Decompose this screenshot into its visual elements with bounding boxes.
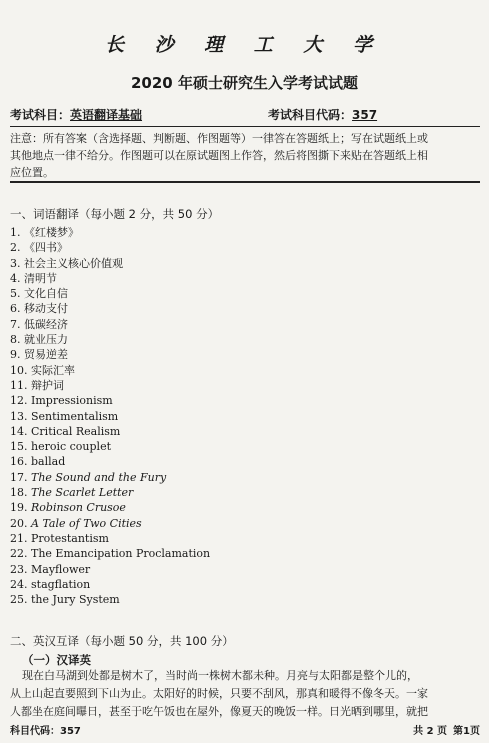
vocab-item-number: 12. [10, 394, 28, 408]
vocab-item-text: Impressionism [31, 394, 113, 408]
vocab-item-number: 18. [10, 486, 28, 500]
passage-line: 人都坐在庭间曝日，甚至于吃午饭也在屋外，像夏天的晚饭一样。日光晒到哪里，就把 [10, 705, 428, 718]
vocab-item [10, 454, 470, 469]
passage-line: 现在白马湖到处都是树木了，当时尚一株树木都未种。月亮与太阳都是整个儿的， [22, 669, 418, 682]
vocab-item-number: 16. [10, 455, 28, 469]
vocab-item-number: 22. [10, 547, 28, 561]
subject-label: 考试科目： [10, 108, 71, 122]
footer-code-value: 357 [60, 726, 81, 737]
vocab-item [10, 516, 470, 531]
vocab-item-number: 14. [10, 424, 28, 438]
notice-line: 注意：所有答案（含选择题、判断题、作图题等）一律答在答题纸上；写在试题纸上或 [10, 132, 428, 145]
vocab-item [10, 301, 470, 316]
vocab-item-text: ballad [31, 455, 66, 469]
vocab-item-number: 25. [10, 593, 28, 607]
vocab-item-number: 6. [10, 302, 21, 316]
vocab-item-text: A Tale of Two Cities [31, 516, 142, 530]
vocab-item-text: 文化自信 [24, 287, 68, 301]
vocab-item [10, 286, 470, 301]
vocab-item [10, 271, 470, 286]
vocab-item-text: 贸易逆差 [24, 348, 68, 362]
exam-title: 2020 年硕士研究生入学考试试题 [131, 74, 358, 92]
footer-page-number: 第1页 [453, 726, 480, 737]
notice-block [10, 130, 476, 181]
vocab-item-number: 10. [10, 363, 28, 377]
vocab-item [10, 317, 470, 332]
subject-code-field [268, 106, 377, 123]
vocab-item-text: Sentimentalism [31, 409, 119, 423]
vocab-item [10, 332, 470, 347]
vocab-item-text: 实际汇率 [31, 363, 75, 377]
vocab-item [10, 439, 470, 454]
vocab-item [10, 363, 470, 378]
subject-code-value: 357 [352, 108, 378, 122]
vocab-item-number: 2. [10, 241, 21, 255]
vocab-item-text: Mayflower [31, 562, 91, 576]
footer-code [10, 722, 81, 737]
header-divider [10, 126, 480, 127]
notice-line: 其他地点一律不给分。作图题可以在原试题图上作答，然后将图撕下来贴在答题纸上相 [10, 149, 428, 162]
vocab-item-text: The Sound and the Fury [31, 470, 167, 484]
vocab-item-number: 17. [10, 470, 28, 484]
vocab-item-number: 20. [10, 516, 28, 530]
vocab-item-text: 清明节 [24, 271, 57, 285]
vocab-item [10, 347, 470, 362]
vocab-item [10, 409, 470, 424]
vocab-item [10, 424, 470, 439]
vocab-item-text: heroic couplet [31, 440, 112, 454]
section2-subheading: （一）汉译英 [22, 653, 91, 667]
subject-code-label: 考试科目代码： [268, 108, 353, 122]
vocab-item [10, 378, 470, 393]
page-footer [10, 722, 480, 738]
vocab-item-text: 就业压力 [24, 333, 68, 347]
vocab-item-number: 23. [10, 562, 28, 576]
vocab-item-number: 8. [10, 333, 21, 347]
vocab-item-text: the Jury System [31, 593, 120, 607]
vocab-item-number: 1. [10, 226, 21, 239]
footer-pages [407, 722, 480, 737]
vocab-item [10, 225, 470, 240]
vocab-item-text: Critical Realism [31, 424, 121, 438]
vocab-item-text: Protestantism [31, 531, 109, 545]
footer-total-pages: 共 2 页 [413, 726, 448, 737]
vocab-item-number: 19. [10, 501, 28, 515]
vocab-item [10, 577, 470, 592]
vocab-item-text: Robinson Crusoe [31, 501, 126, 515]
vocab-item-number: 4. [10, 271, 21, 285]
vocab-item-text: The Emancipation Proclamation [31, 547, 211, 561]
notice-line: 应位置。 [10, 166, 54, 179]
vocab-item-text: 社会主义核心价值观 [24, 256, 123, 270]
vocab-item-text: 低碳经济 [24, 317, 68, 331]
university-name: 长 沙 理 工 大 学 [104, 34, 385, 56]
notice-divider [10, 181, 480, 183]
passage-line: 从上山起直要照到下山为止。太阳好的时候，只要不刮风，那真和暖得不像冬天。一家 [10, 687, 428, 700]
vocab-item-number: 5. [10, 287, 21, 301]
section1-heading: 一、词语翻译（每小题 2 分，共 50 分） [10, 207, 220, 221]
vocab-item-number: 13. [10, 409, 28, 423]
vocab-item-number: 15. [10, 440, 28, 454]
vocab-item-number: 24. [10, 577, 28, 591]
vocab-item-text: 移动支付 [24, 302, 68, 316]
vocab-item-number: 3. [10, 256, 21, 270]
vocab-item [10, 485, 470, 500]
vocab-item-text: stagflation [31, 577, 91, 591]
vocab-item-text: 辩护词 [31, 378, 64, 392]
vocab-item-number: 9. [10, 348, 21, 362]
vocab-item-number: 11. [10, 378, 28, 392]
translation-passage [10, 667, 480, 721]
vocab-item-text: 《四书》 [24, 241, 68, 255]
vocab-item [10, 500, 470, 515]
vocab-item [10, 470, 470, 485]
vocab-item [10, 562, 470, 577]
vocab-item [10, 393, 470, 408]
subject-row [10, 106, 480, 124]
vocab-item-text: 《红楼梦》 [24, 226, 79, 239]
footer-code-label: 科目代码： [10, 726, 60, 737]
vocab-item [10, 240, 470, 255]
vocab-item [10, 531, 470, 546]
vocab-list [10, 225, 470, 607]
section2-heading: 二、英汉互译（每小题 50 分，共 100 分） [10, 634, 234, 648]
vocab-item-number: 21. [10, 531, 28, 545]
vocab-item-text: The Scarlet Letter [31, 486, 134, 500]
vocab-item-number: 7. [10, 317, 21, 331]
subject-value: 英语翻译基础 [70, 108, 143, 122]
vocab-item [10, 546, 470, 561]
subject-field [10, 106, 142, 123]
vocab-item [10, 256, 470, 271]
vocab-item [10, 592, 470, 607]
